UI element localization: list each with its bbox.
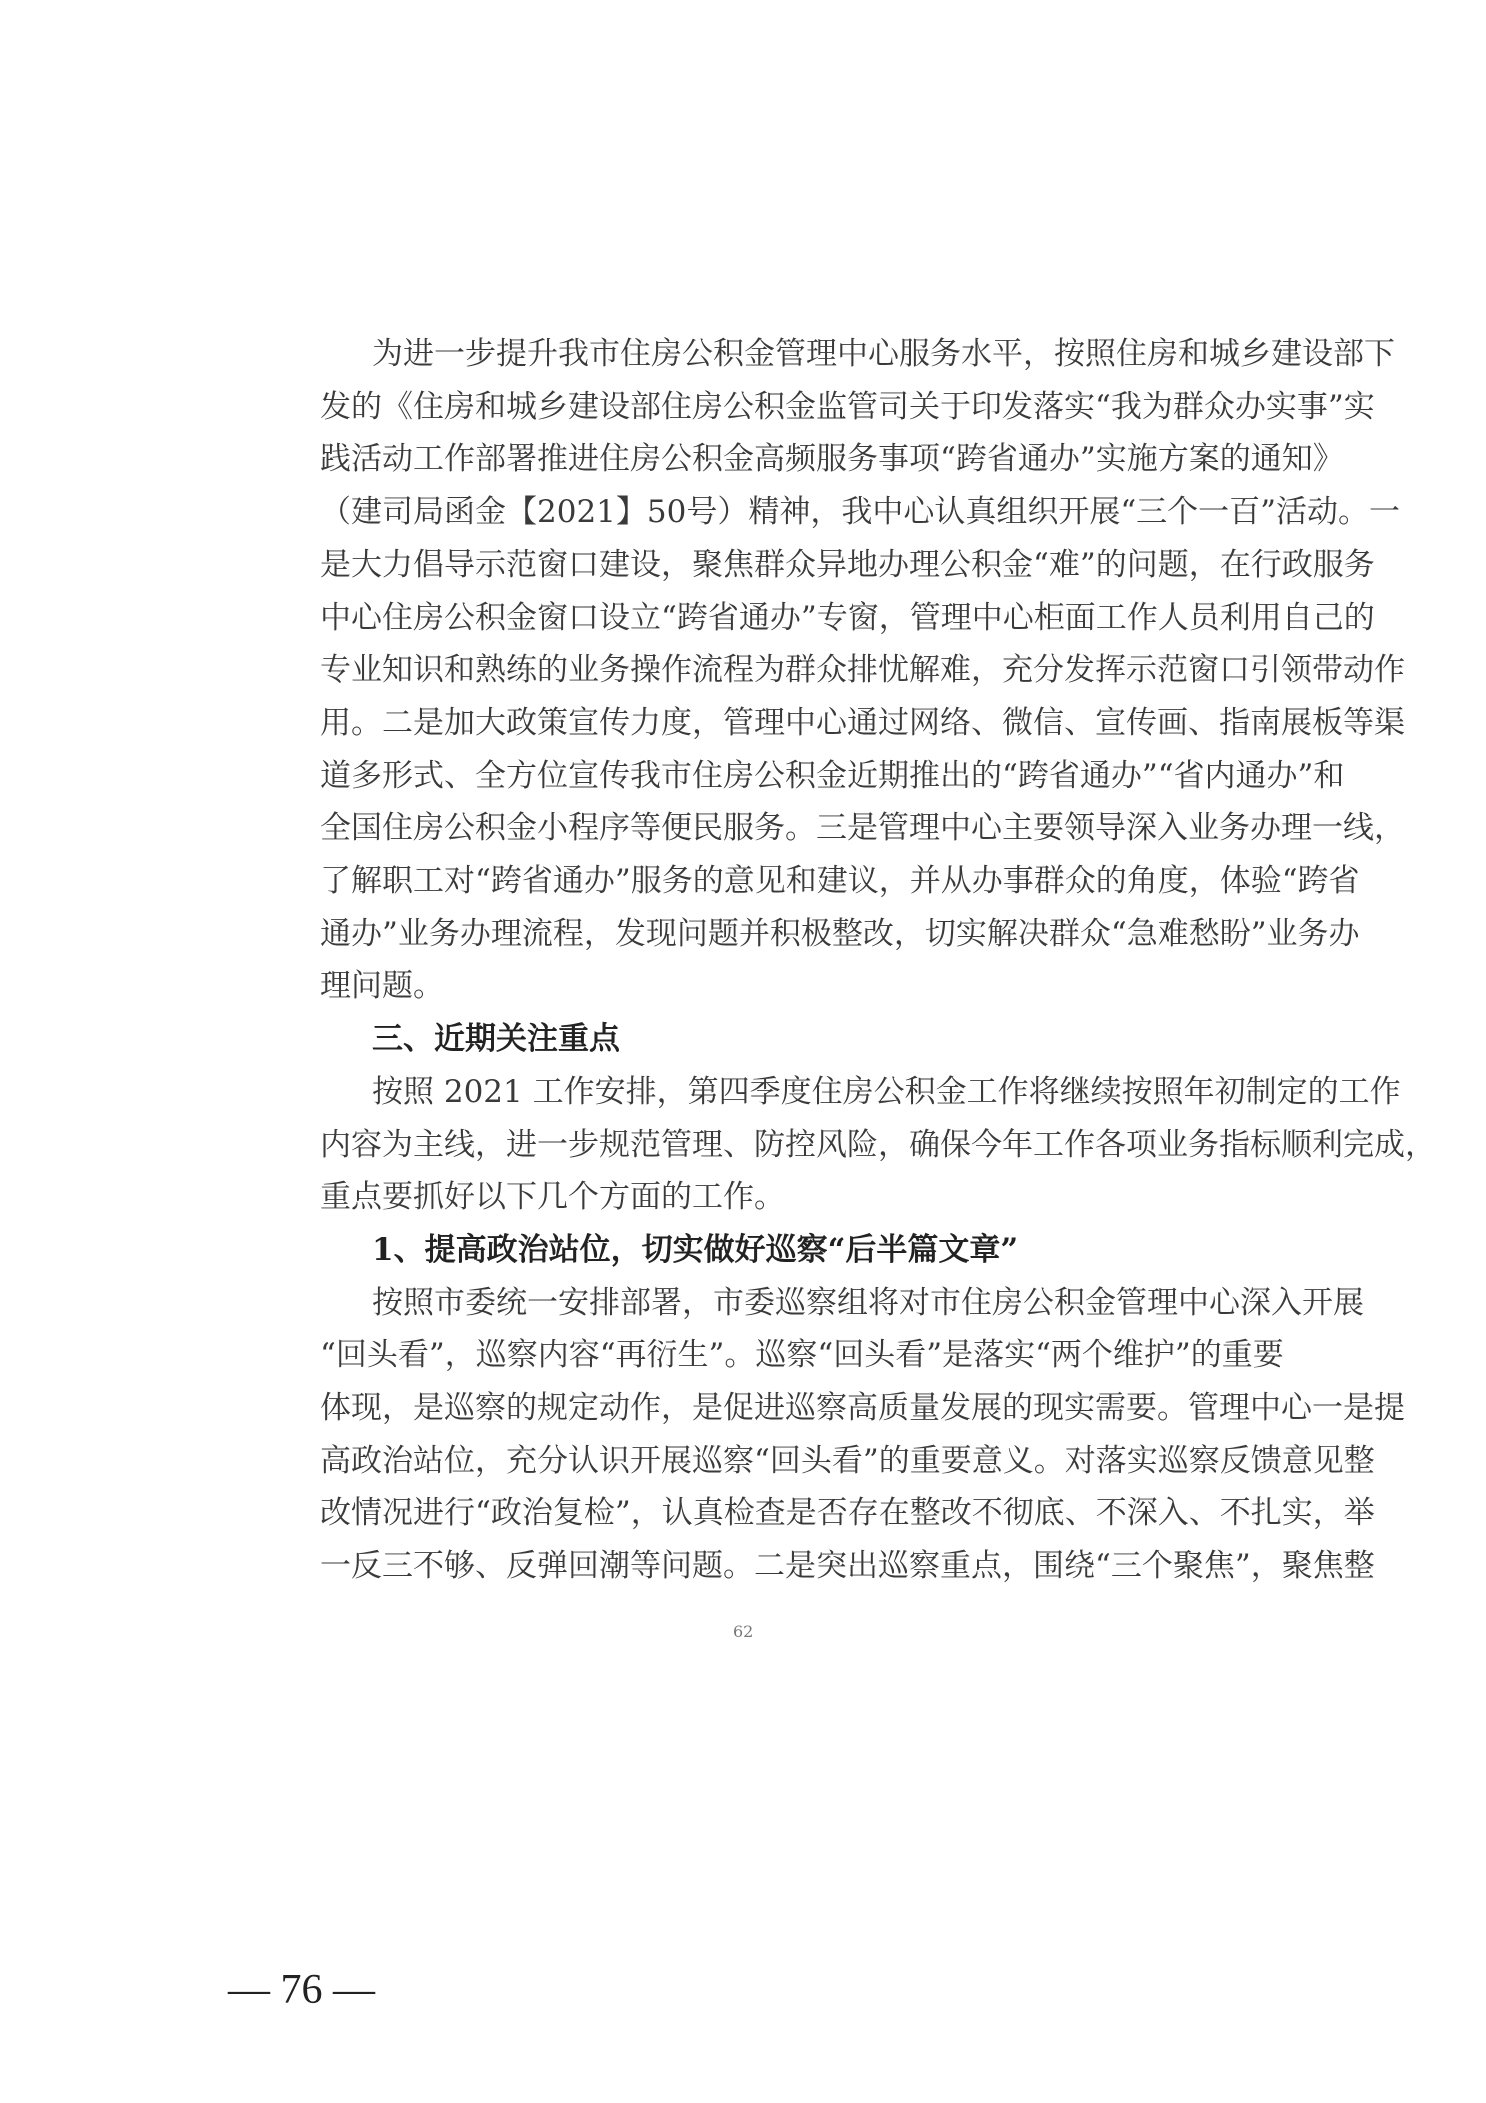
paragraph-line: 高政治站位，充分认识开展巡察“回头看”的重要意义。对落实巡察反馈意见整 (320, 1442, 1375, 1479)
paragraph-line: 专业知识和熟练的业务操作流程为群众排忧解难，充分发挥示范窗口引领带动作 (320, 652, 1405, 689)
paragraph-line: 是大力倡导示范窗口建设，聚焦群众异地办理公积金“难”的问题，在行政服务 (320, 546, 1375, 583)
paragraph-line: “回头看”，巡察内容“再衍生”。巡察“回头看”是落实“两个维护”的重要 (320, 1337, 1284, 1374)
paragraph-line: 按照市委统一安排部署，市委巡察组将对市住房公积金管理中心深入开展 (372, 1284, 1364, 1321)
paragraph-line: 道多形式、全方位宣传我市住房公积金近期推出的“跨省通办”“省内通办”和 (320, 757, 1345, 794)
paragraph-line: 了解职工对“跨省通办”服务的意见和建议，并从办事群众的角度，体验“跨省 (320, 863, 1360, 899)
paragraph-line: 践活动工作部署推进住房公积金高频服务事项“跨省通办”实施方案的通知》 (320, 441, 1344, 478)
paragraph-line: 全国住房公积金小程序等便民服务。三是管理中心主要领导深入业务办理一线， (320, 810, 1405, 847)
paragraph-line: 用。二是加大政策宣传力度，管理中心通过网络、微信、宣传画、指南展板等渠 (320, 704, 1405, 741)
paragraph-line: 发的《住房和城乡建设部住房公积金监管司关于印发落实“我为群众办实事”实 (320, 388, 1375, 425)
subsection-heading: 1、提高政治站位，切实做好巡察“后半篇文章” (372, 1231, 1019, 1268)
paragraph-line: （建司局函金【2021】50号）精神，我中心认真组织开展“三个一百”活动。一 (320, 494, 1401, 531)
paragraph-line: 为进一步提升我市住房公积金管理中心服务水平，按照住房和城乡建设部下 (372, 336, 1395, 372)
outer-page-number: — 76 — (228, 1967, 375, 2013)
paragraph-line: 体现，是巡察的规定动作，是促进巡察高质量发展的现实需要。管理中心一是提 (320, 1390, 1405, 1426)
inner-page-number: 62 (733, 1622, 754, 1641)
paragraph-line: 重点要抓好以下几个方面的工作。 (320, 1179, 785, 1216)
paragraph-line: 内容为主线，进一步规范管理、防控风险，确保今年工作各项业务指标顺利完成， (320, 1126, 1436, 1163)
paragraph-line: 通办”业务办理流程，发现问题并积极整改，切实解决群众“急难愁盼”业务办 (320, 915, 1360, 952)
section-heading: 三、近期关注重点 (372, 1021, 620, 1058)
paragraph-line: 理问题。 (320, 968, 444, 1005)
paragraph-line: 按照 2021 工作安排，第四季度住房公积金工作将继续按照年初制定的工作 (372, 1073, 1401, 1110)
paragraph-line: 中心住房公积金窗口设立“跨省通办”专窗，管理中心柜面工作人员利用自己的 (320, 599, 1375, 636)
paragraph-line: 改情况进行“政治复检”，认真检查是否存在整改不彻底、不深入、不扎实，举 (320, 1495, 1375, 1532)
paragraph-line: 一反三不够、反弹回潮等问题。二是突出巡察重点，围绕“三个聚焦”，聚焦整 (320, 1548, 1375, 1585)
